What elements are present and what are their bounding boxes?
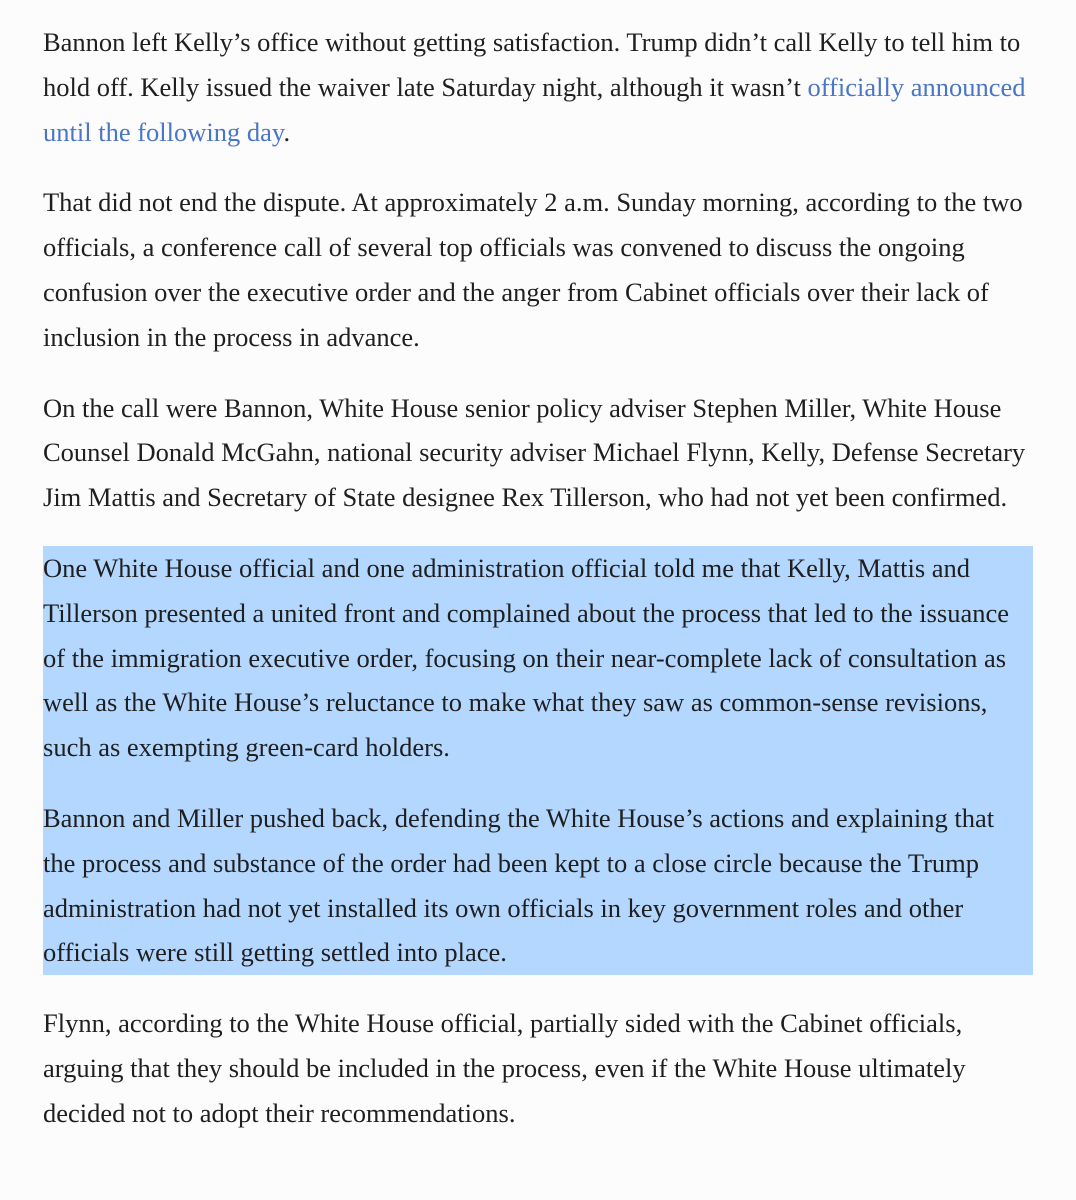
announcement-link[interactable]: officially announced until the following day: [43, 71, 1026, 147]
paragraph-waiver: [43, 20, 1038, 154]
paragraph-gap: [43, 770, 1033, 796]
paragraph-dispute: That did not end the dispute. At approximately 2 a.m. Sunday morning, according to the two officials, a conference call of several top officials was convened to discuss the ongoing confusion over the executive order and the anger from Cabinet officials over their lack of inclusion in the process in advance.: [43, 187, 1023, 352]
paragraph-united-front: One White House official and one administration official told me that Kelly, Mattis and Tillerson presented a united front and complained about the process that led to the issuance of the immigration executive order, focusing on their near-complete lack of consultation as well as the White House’s reluctance to make what they saw as common-sense revisions, such as exempting green-card holders.: [43, 552, 1010, 763]
paragraph-flynn: Flynn, according to the White House official, partially sided with the Cabinet officials, arguing that they should be included in the process, even if the White House ultimately decided not to adopt their recommendations.: [43, 1008, 966, 1128]
paragraph-text: Bannon left Kelly’s office without getting satisfaction. Trump didn’t call Kelly to tell him to hold off. Kelly issued the waiver late Saturday night, although it wasn’t: [43, 27, 1021, 102]
paragraph-call-participants: On the call were Bannon, White House senior policy adviser Stephen Miller, White House Counsel Donald McGahn, national security adviser Michael Flynn, Kelly, Defense Secretary Jim Mattis and Secretary of State designee Rex Tillerson, who had not yet been confirmed.: [43, 392, 1026, 513]
article-body: [43, 20, 1038, 1162]
selected-text-highlight: [43, 546, 1033, 975]
paragraph-text: .: [283, 116, 291, 147]
paragraph-pushback: Bannon and Miller pushed back, defending the White House’s actions and explaining that the process and substance of the order had been kept to a close circle because the Trump administration had not yet installed its own officials in key government roles and other officials were still getting settled into place.: [43, 802, 995, 968]
